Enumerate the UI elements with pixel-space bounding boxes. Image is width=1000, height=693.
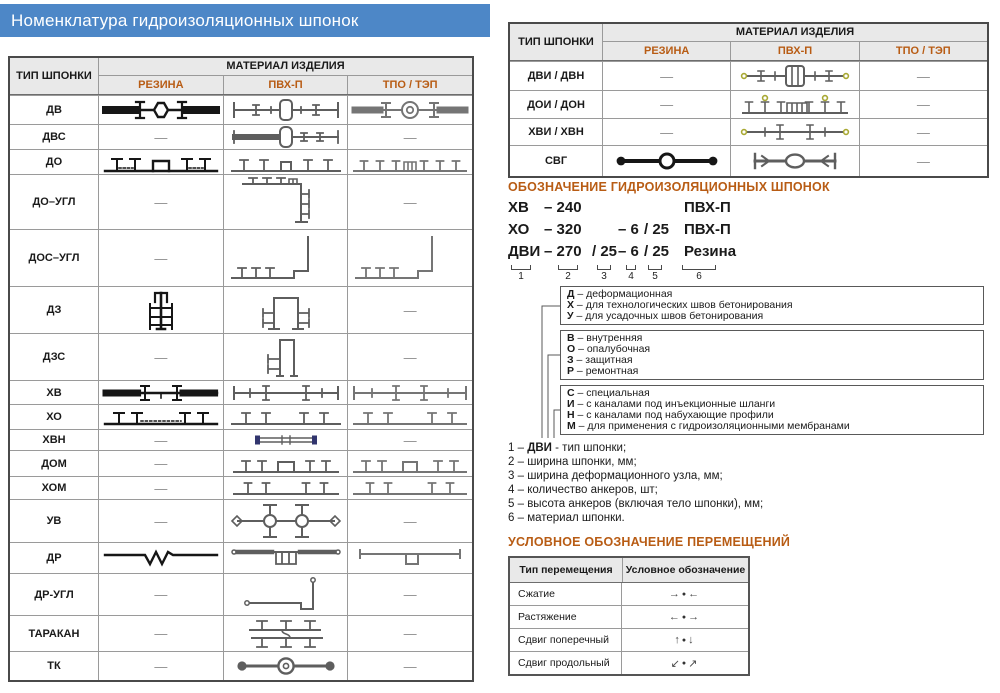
designation-token-height: / 25 bbox=[644, 221, 670, 238]
empty-cell: — bbox=[347, 574, 472, 615]
empty-cell: — bbox=[347, 287, 472, 333]
empty-cell: — bbox=[347, 125, 472, 149]
col-header-pvh-p: ПВХ-П bbox=[730, 42, 858, 60]
empty-cell: — bbox=[660, 97, 674, 112]
left-table-body bbox=[10, 95, 472, 680]
col-header-type: ТИП ШПОНКИ bbox=[10, 58, 99, 94]
waterstop-type-label: ДР bbox=[10, 543, 99, 573]
legend-item: Д – деформационная bbox=[567, 288, 673, 300]
legend-item: С – специальная bbox=[567, 387, 650, 399]
empty-cell: — bbox=[154, 513, 168, 529]
dv-tpo-profile-icon bbox=[347, 96, 472, 124]
designation-token-material: ПВХ-П bbox=[684, 199, 731, 216]
table-row bbox=[10, 450, 472, 476]
movement-row bbox=[510, 628, 748, 651]
designation-example bbox=[508, 221, 828, 243]
table-row bbox=[10, 429, 472, 450]
do-rubber-profile-icon bbox=[99, 150, 223, 174]
col-header-tpo-tep: ТПО / ТЭП bbox=[859, 42, 987, 60]
position-marker-1: 1 bbox=[511, 265, 531, 283]
waterstop-type-label: ТАРАКАН bbox=[10, 616, 99, 651]
designation-note: 3 – ширина деформационного узла, мм; bbox=[508, 470, 723, 482]
empty-cell: — bbox=[660, 124, 674, 140]
designation-notes bbox=[508, 441, 978, 525]
designation-token-anchors: – 6 bbox=[618, 243, 639, 260]
position-marker-6: 6 bbox=[682, 265, 716, 283]
table-row bbox=[10, 476, 472, 499]
movements-section-title: УСЛОВНОЕ ОБОЗНАЧЕНИЕ ПЕРЕМЕЩЕНИЙ bbox=[508, 535, 791, 549]
page-title: Номенклатура гидроизоляционных шпонок bbox=[0, 4, 490, 37]
designation-token-width: – 270 bbox=[544, 243, 582, 260]
legend-item: З – защитная bbox=[567, 354, 633, 366]
movement-symbol: → ● ← bbox=[668, 588, 702, 600]
col-header-pvh-p: ПВХ-П bbox=[223, 76, 348, 94]
ho-rubber-profile-icon bbox=[99, 405, 223, 429]
hom-tpo-profile-icon bbox=[347, 477, 472, 499]
designation-note: 4 – количество анкеров, шт; bbox=[508, 484, 658, 496]
empty-cell: — bbox=[154, 480, 168, 496]
empty-cell: — bbox=[660, 68, 674, 84]
col-header-tpo-tep: ТПО / ТЭП bbox=[347, 76, 472, 94]
col-header-material-group bbox=[99, 58, 472, 94]
empty-cell: — bbox=[154, 456, 168, 471]
movement-row bbox=[510, 651, 748, 674]
waterstop-type-label: ДР-УГЛ bbox=[10, 574, 99, 615]
col-header-material-group bbox=[603, 24, 987, 60]
table-row bbox=[10, 573, 472, 615]
dvi-pvc-profile-icon bbox=[730, 62, 858, 90]
waterstop-type-label: ТК bbox=[10, 652, 99, 680]
legend-connector-lines bbox=[536, 288, 560, 438]
dz-pvc-profile-icon bbox=[223, 287, 348, 333]
dz-rubber-profile-icon bbox=[99, 287, 223, 333]
table-row bbox=[10, 333, 472, 380]
table-row bbox=[510, 90, 987, 118]
movement-row bbox=[510, 605, 748, 628]
hvi-pvc-profile-icon bbox=[730, 119, 858, 145]
waterstop-type-label: ХВИ / ХВН bbox=[510, 119, 603, 145]
movement-type-label: Растяжение bbox=[510, 606, 622, 628]
hv-tpo-profile-icon bbox=[347, 381, 472, 404]
svg-pvc-profile-icon bbox=[730, 146, 858, 176]
empty-cell: — bbox=[154, 129, 168, 145]
position-marker-2: 2 bbox=[558, 265, 578, 283]
designation-token-material: ПВХ-П bbox=[684, 221, 731, 238]
designation-example bbox=[508, 199, 828, 221]
waterstop-type-label: ХВ bbox=[10, 381, 99, 404]
legend-item: О – опалубочная bbox=[567, 343, 651, 355]
empty-cell: — bbox=[859, 62, 987, 90]
waterstop-type-label: ХВН bbox=[10, 430, 99, 450]
dr-pvc-profile-icon bbox=[223, 543, 348, 573]
designation-token-width: – 240 bbox=[544, 199, 582, 216]
designation-token-node: / 25 bbox=[592, 243, 618, 260]
table-row bbox=[10, 651, 472, 680]
empty-cell: — bbox=[154, 349, 168, 365]
tk-pvc-profile-icon bbox=[223, 652, 348, 680]
empty-cell: — bbox=[347, 334, 472, 380]
table-row bbox=[510, 61, 987, 90]
empty-cell: — bbox=[154, 658, 168, 674]
tarakan-pvc-profile-icon bbox=[223, 616, 348, 651]
empty-cell: — bbox=[347, 652, 472, 680]
left-table-header bbox=[10, 58, 472, 95]
col-header-type: ТИП ШПОНКИ bbox=[510, 24, 603, 60]
legend-item: Н – с каналами под набухающие профили bbox=[567, 409, 774, 421]
empty-cell: — bbox=[154, 250, 168, 266]
table-row bbox=[10, 404, 472, 429]
legend-box bbox=[560, 330, 984, 380]
hvn-pvc-profile-icon bbox=[223, 430, 348, 450]
table-row bbox=[10, 229, 472, 286]
col-header-material: МАТЕРИАЛ ИЗДЕЛИЯ bbox=[603, 24, 987, 42]
position-marker-4: 4 bbox=[626, 265, 636, 283]
uv-pvc-profile-icon bbox=[223, 500, 348, 542]
col-header-rezina: РЕЗИНА bbox=[138, 79, 184, 91]
dougl-pvc-profile-icon bbox=[223, 175, 348, 229]
designation-token-material: Резина bbox=[684, 243, 737, 260]
designation-examples bbox=[508, 199, 828, 265]
dv-rubber-profile-icon bbox=[99, 96, 223, 124]
waterstop-type-label: ДВ bbox=[10, 96, 99, 124]
legend-item: Х – для технологических швов бетонирования bbox=[567, 299, 793, 311]
designation-note: 5 – высота анкеров (включая тело шпонки), мм; bbox=[508, 498, 764, 510]
movement-row bbox=[510, 583, 748, 605]
waterstop-type-label: ДЗС bbox=[10, 334, 99, 380]
waterstop-type-label: ДОИ / ДОН bbox=[510, 91, 603, 118]
dvs-pvc-profile-icon bbox=[223, 125, 348, 149]
waterstop-type-label: ДО–УГЛ bbox=[10, 175, 99, 229]
designation-token-anchors: – 6 bbox=[618, 221, 639, 238]
empty-cell: — bbox=[154, 587, 168, 602]
designation-token-width: – 320 bbox=[544, 221, 582, 238]
right-waterstop-table bbox=[508, 22, 989, 178]
doi-pvc-profile-icon bbox=[730, 91, 858, 118]
legend-item: И – с каналами под инъекционные шланги bbox=[567, 398, 776, 410]
do-pvc-profile-icon bbox=[223, 150, 348, 174]
designation-example bbox=[508, 243, 828, 265]
table-row bbox=[10, 124, 472, 149]
movement-symbol: ↑ ● ↓ bbox=[674, 634, 696, 646]
legend-box bbox=[560, 385, 984, 435]
legend-item: Р – ремонтная bbox=[567, 365, 639, 377]
designation-token-type: ХО bbox=[508, 221, 530, 238]
svg-rubber-profile-icon bbox=[603, 146, 730, 176]
movements-table-body bbox=[510, 583, 748, 674]
legend-boxes bbox=[560, 286, 984, 440]
drugl-pvc-profile-icon bbox=[223, 574, 348, 615]
waterstop-type-label: ХОМ bbox=[10, 477, 99, 499]
movement-type-label: Сжатие bbox=[510, 583, 622, 605]
empty-cell: — bbox=[347, 430, 472, 450]
dosugl-pvc-profile-icon bbox=[223, 230, 348, 286]
legend-item: В – внутренняя bbox=[567, 332, 643, 344]
waterstop-type-label: СВГ bbox=[510, 146, 603, 176]
dom-tpo-profile-icon bbox=[347, 451, 472, 476]
table-row bbox=[10, 615, 472, 651]
dv-pvc-profile-icon bbox=[223, 96, 348, 124]
movement-type-label: Сдвиг продольный bbox=[510, 652, 622, 674]
table-row bbox=[10, 499, 472, 542]
designation-note: 2 – ширина шпонки, мм; bbox=[508, 456, 637, 468]
dr-rubber-profile-icon bbox=[99, 543, 223, 573]
position-marker-3: 3 bbox=[597, 265, 611, 283]
legend-item: М – для применения с гидроизоляционными мембранами bbox=[567, 420, 850, 432]
right-table-body bbox=[510, 61, 987, 176]
table-row bbox=[10, 95, 472, 124]
designation-token-type: ДВИ bbox=[508, 243, 541, 260]
empty-cell: — bbox=[154, 432, 168, 448]
designation-section-title: ОБОЗНАЧЕНИЕ ГИДРОИЗОЛЯЦИОННЫХ ШПОНОК bbox=[508, 180, 830, 194]
col-header-rezina: РЕЗИНА bbox=[643, 45, 690, 57]
table-row bbox=[10, 174, 472, 229]
table-row bbox=[510, 145, 987, 176]
designation-note: 1 – ДВИ - тип шпонки; bbox=[508, 442, 627, 454]
waterstop-type-label: ДОС–УГЛ bbox=[10, 230, 99, 286]
waterstop-type-label: ДЗ bbox=[10, 287, 99, 333]
movement-symbol: ↙ ● ↗ bbox=[670, 657, 700, 670]
movements-table bbox=[508, 556, 750, 676]
hom-pvc-profile-icon bbox=[223, 477, 348, 499]
waterstop-type-label: УВ bbox=[10, 500, 99, 542]
right-table-header bbox=[510, 24, 987, 61]
movements-table-header bbox=[510, 558, 748, 583]
position-marker-5: 5 bbox=[648, 265, 662, 283]
designation-token-height: / 25 bbox=[644, 243, 670, 260]
col-header-symbol: Условное обозначение bbox=[625, 564, 746, 576]
legend-item: У – для усадочных швов бетонирования bbox=[567, 310, 764, 322]
designation-token-type: ХВ bbox=[508, 199, 529, 216]
movement-symbol: ← ● → bbox=[668, 611, 702, 623]
col-header-movement-type: Тип перемещения bbox=[510, 558, 623, 582]
ho-tpo-profile-icon bbox=[347, 405, 472, 429]
movement-type-label: Сдвиг поперечный bbox=[510, 629, 622, 651]
dosugl-tpo-profile-icon bbox=[347, 230, 472, 286]
dr-tpo-profile-icon bbox=[347, 543, 472, 573]
dom-pvc-profile-icon bbox=[223, 451, 348, 476]
empty-cell: — bbox=[859, 91, 987, 118]
empty-cell: — bbox=[347, 175, 472, 229]
empty-cell: — bbox=[859, 119, 987, 145]
table-row bbox=[510, 118, 987, 145]
designation-position-numbers bbox=[508, 265, 828, 283]
ho-pvc-profile-icon bbox=[223, 405, 348, 429]
empty-cell: — bbox=[347, 616, 472, 651]
hv-rubber-profile-icon bbox=[99, 381, 223, 404]
table-row bbox=[10, 286, 472, 333]
do-tpo-profile-icon bbox=[347, 150, 472, 174]
waterstop-type-label: ДВИ / ДВН bbox=[510, 62, 603, 90]
dzs-pvc-profile-icon bbox=[223, 334, 348, 380]
left-waterstop-table bbox=[8, 56, 474, 682]
waterstop-type-label: ДО bbox=[10, 150, 99, 174]
waterstop-type-label: ДВС bbox=[10, 125, 99, 149]
designation-note: 6 – материал шпонки. bbox=[508, 512, 625, 524]
table-row bbox=[10, 380, 472, 404]
waterstop-type-label: ХО bbox=[10, 405, 99, 429]
empty-cell: — bbox=[347, 500, 472, 542]
hv-pvc-profile-icon bbox=[223, 381, 348, 404]
legend-box bbox=[560, 286, 984, 325]
empty-cell: — bbox=[859, 146, 987, 176]
table-row bbox=[10, 149, 472, 174]
col-header-material: МАТЕРИАЛ ИЗДЕЛИЯ bbox=[99, 58, 472, 76]
empty-cell: — bbox=[154, 194, 168, 210]
table-row bbox=[10, 542, 472, 573]
empty-cell: — bbox=[154, 626, 168, 641]
waterstop-type-label: ДОМ bbox=[10, 451, 99, 476]
